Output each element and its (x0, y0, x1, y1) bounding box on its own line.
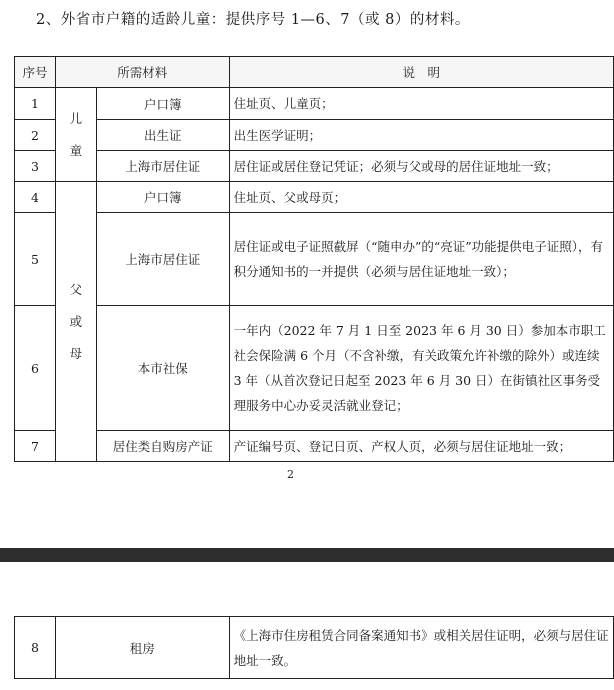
material-cell: 出生证 (96, 120, 229, 151)
header-description: 说 明 (229, 57, 613, 88)
description-cell: 居住证或电子证照截屏（“随申办”的“亮证”功能提供电子证照），有积分通知书的一并提供（必须与居住证地址一致）； (229, 213, 613, 306)
material-cell: 居住类自购房产证 (96, 431, 229, 462)
material-cell: 上海市居住证 (96, 151, 229, 182)
table-header-row (15, 57, 614, 88)
header-num: 序号 (15, 57, 56, 88)
row-number: 8 (15, 617, 56, 679)
row-number: 3 (15, 151, 56, 182)
row-number: 4 (15, 182, 56, 213)
table-row (15, 182, 614, 213)
page-separator (0, 548, 614, 562)
material-cell: 户口簿 (96, 182, 229, 213)
document-page (0, 562, 614, 690)
description-cell: 一年内（2022 年 7 月 1 日至 2023 年 6 月 30 日）参加本市职工社会保险满 6 个月（不含补缴，有关政策允许补缴的除外）或连续 3 年（从首次登记日起至 2023 年 6 月 30 日）在街镇社区事务受理服务中心办妥灵活就业登记； (229, 306, 613, 431)
group-label-parent: 父或母 (69, 281, 83, 361)
row-number: 7 (15, 431, 56, 462)
description-cell: 住址页、父或母页； (229, 182, 613, 213)
group-label-child: 儿童 (69, 110, 83, 158)
row-number: 5 (15, 213, 56, 306)
table-row (15, 306, 614, 431)
table-row (15, 617, 614, 679)
materials-table (14, 56, 614, 462)
section-heading: 2、外省市户籍的适龄儿童：提供序号 1—6、7（或 8）的材料。 (36, 12, 470, 28)
material-cell: 上海市居住证 (96, 213, 229, 306)
group-parent-cell (55, 182, 96, 462)
description-cell: 出生医学证明； (229, 120, 613, 151)
description-cell: 产证编号页、登记日页、产权人页，必须与居住证地址一致； (229, 431, 613, 462)
table-row (15, 88, 614, 120)
description-cell: 居住证或居住登记凭证；必须与父或母的居住证地址一致； (229, 151, 613, 182)
table-row (15, 213, 614, 306)
row-number: 6 (15, 306, 56, 431)
table-row (15, 120, 614, 151)
description-cell: 住址页、儿童页； (229, 88, 613, 120)
row-number: 1 (15, 88, 56, 120)
description-cell: 《上海市住房租赁合同备案通知书》或相关居住证明，必须与居住证地址一致。 (229, 617, 613, 679)
table-row (15, 151, 614, 182)
material-cell: 租房 (55, 617, 229, 679)
material-cell: 本市社保 (96, 306, 229, 431)
table-row (15, 431, 614, 462)
page-number: 2 (287, 468, 294, 481)
materials-table-continued (14, 616, 614, 679)
header-materials: 所需材料 (55, 57, 229, 88)
group-child-cell (55, 88, 96, 182)
row-number: 2 (15, 120, 56, 151)
material-cell: 户口簿 (96, 88, 229, 120)
